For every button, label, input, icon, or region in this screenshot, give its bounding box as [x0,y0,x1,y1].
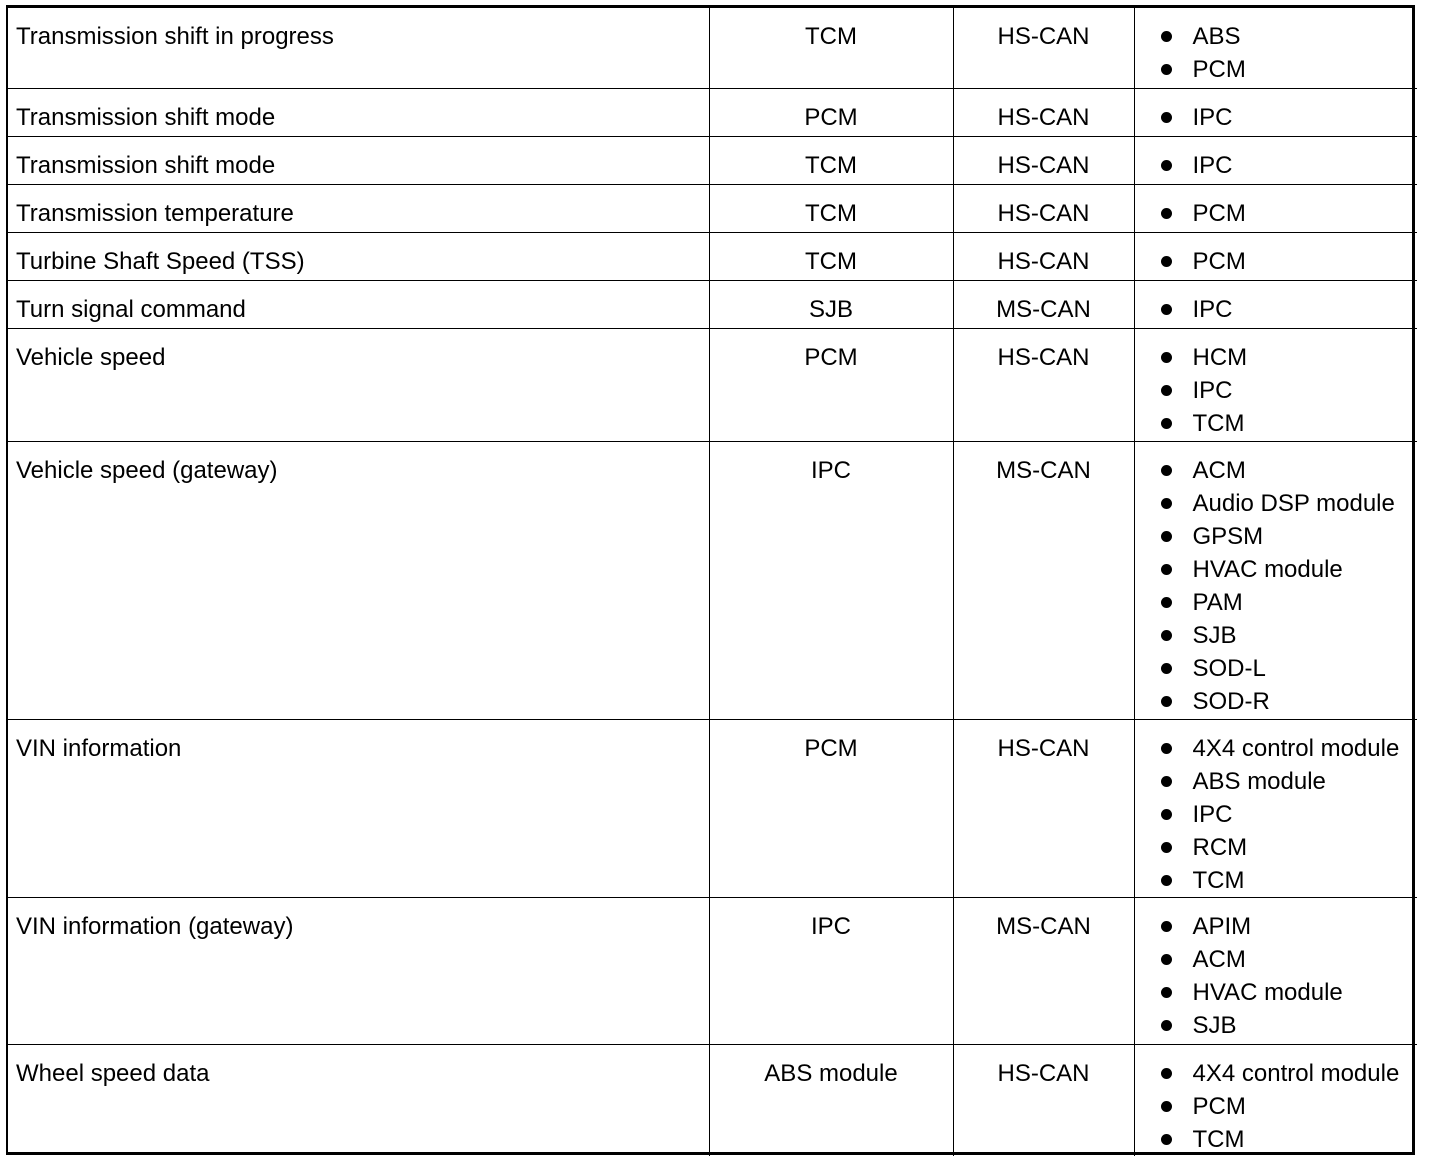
message-cell: VIN information [8,719,709,897]
receiver-label: 4X4 control module [1192,734,1400,762]
receiver-list-item [1161,1057,1418,1090]
receiver-list [1161,732,1418,897]
bullet-icon [1161,987,1172,998]
table-row [8,232,1417,280]
message-cell: Turbine Shaft Speed (TSS) [8,232,709,280]
message-table [8,8,1417,1156]
receiver-label: HCM [1192,343,1248,371]
message-cell: Transmission temperature [8,184,709,232]
receiver-list-item [1161,831,1418,864]
bullet-icon [1161,208,1172,219]
receiver-label: TCM [1192,866,1245,894]
receiver-list-item [1161,520,1418,553]
message-cell: Turn signal command [8,280,709,328]
receiver-list [1161,149,1418,182]
receiver-label: Audio DSP module [1192,489,1395,517]
receiver-list [1161,1057,1418,1156]
receiver-list-item [1161,619,1418,652]
bullet-icon [1161,954,1172,965]
receiver-label: ABS module [1192,767,1326,795]
receiver-label: PAM [1192,588,1243,616]
table-row [8,184,1417,232]
message-cell: Wheel speed data [8,1044,709,1156]
bullet-icon [1161,304,1172,315]
bullet-icon [1161,256,1172,267]
receiver-label: IPC [1192,295,1233,323]
receiver-list-item [1161,864,1418,897]
receiver-list-item [1161,586,1418,619]
receiver-list-item [1161,20,1418,53]
receivers-cell [1134,136,1417,184]
receiver-label: SJB [1192,1011,1237,1039]
receiver-list [1161,101,1418,134]
bullet-icon [1161,630,1172,641]
receiver-label: HVAC module [1192,555,1343,583]
table-row [8,88,1417,136]
receiver-list-item [1161,685,1418,718]
bullet-icon [1161,1020,1172,1031]
receivers-cell [1134,328,1417,441]
receiver-list-item [1161,454,1418,487]
receivers-cell [1134,719,1417,897]
source-module-cell: IPC [709,897,953,1044]
receiver-list-item [1161,732,1418,765]
bullet-icon [1161,112,1172,123]
network-cell: HS-CAN [953,88,1134,136]
message-cell: Vehicle speed (gateway) [8,441,709,719]
source-module-cell: PCM [709,719,953,897]
network-cell: HS-CAN [953,1044,1134,1156]
network-cell: HS-CAN [953,184,1134,232]
receiver-label: ABS [1192,23,1241,50]
table-row [8,897,1417,1044]
source-module-cell: PCM [709,328,953,441]
receiver-list-item [1161,553,1418,586]
network-cell: MS-CAN [953,280,1134,328]
bullet-icon [1161,1134,1172,1145]
receiver-list-item [1161,245,1418,278]
bullet-icon [1161,564,1172,575]
bullet-icon [1161,465,1172,476]
receiver-label: ACM [1192,456,1246,484]
receivers-cell [1134,88,1417,136]
bullet-icon [1161,809,1172,820]
receiver-list-item [1161,101,1418,134]
receiver-list-item [1161,1090,1418,1123]
bullet-icon [1161,875,1172,886]
receiver-list-item [1161,1123,1418,1156]
receiver-list [1161,341,1418,440]
receiver-label: HVAC module [1192,978,1343,1006]
receiver-label: APIM [1192,912,1252,940]
receiver-list [1161,20,1418,86]
message-cell: Transmission shift mode [8,88,709,136]
receiver-label: IPC [1192,800,1233,828]
receiver-label: SOD-R [1192,687,1270,715]
message-cell: Transmission shift mode [8,136,709,184]
bullet-icon [1161,1068,1172,1079]
receiver-label: PCM [1192,247,1246,275]
receiver-list-item [1161,407,1418,440]
receivers-cell [1134,1044,1417,1156]
receiver-list-item [1161,910,1418,943]
receiver-label: ACM [1192,945,1246,973]
receiver-list-item [1161,798,1418,831]
table-body [8,8,1417,1156]
message-cell: Transmission shift in progress [8,8,709,88]
receiver-list-item [1161,1009,1418,1042]
receiver-list-item [1161,293,1418,326]
bullet-icon [1161,31,1172,42]
receivers-cell [1134,232,1417,280]
bullet-icon [1161,352,1172,363]
receivers-cell [1134,280,1417,328]
receiver-label: IPC [1192,376,1233,404]
bullet-icon [1161,498,1172,509]
receiver-list [1161,910,1418,1042]
receiver-list-item [1161,943,1418,976]
receiver-label: SJB [1192,621,1237,649]
receiver-label: RCM [1192,833,1248,861]
network-cell: HS-CAN [953,136,1134,184]
receiver-label: PCM [1192,199,1246,227]
bullet-icon [1161,160,1172,171]
receiver-list [1161,197,1418,230]
receiver-list-item [1161,53,1418,86]
bullet-icon [1161,776,1172,787]
receivers-cell [1134,441,1417,719]
receiver-list [1161,293,1418,326]
source-module-cell: TCM [709,8,953,88]
receiver-list-item [1161,765,1418,798]
receiver-list-item [1161,374,1418,407]
bullet-icon [1161,743,1172,754]
receiver-label: TCM [1192,1125,1245,1153]
receiver-list [1161,245,1418,278]
source-module-cell: TCM [709,136,953,184]
bullet-icon [1161,663,1172,674]
receiver-label: GPSM [1192,522,1264,550]
network-cell: HS-CAN [953,8,1134,88]
source-module-cell: IPC [709,441,953,719]
network-cell: MS-CAN [953,897,1134,1044]
receiver-list-item [1161,652,1418,685]
table-row [8,136,1417,184]
receiver-list-item [1161,197,1418,230]
network-message-table [6,5,1415,1155]
bullet-icon [1161,842,1172,853]
receiver-list-item [1161,149,1418,182]
source-module-cell: TCM [709,184,953,232]
source-module-cell: TCM [709,232,953,280]
receiver-label: IPC [1192,151,1233,179]
receiver-label: 4X4 control module [1192,1059,1400,1087]
network-cell: HS-CAN [953,719,1134,897]
source-module-cell: PCM [709,88,953,136]
receiver-label: PCM [1192,1092,1246,1120]
network-cell: MS-CAN [953,441,1134,719]
message-cell: Vehicle speed [8,328,709,441]
table-row [8,328,1417,441]
receivers-cell [1134,184,1417,232]
table-row [8,441,1417,719]
bullet-icon [1161,64,1172,75]
source-module-cell: SJB [709,280,953,328]
receivers-cell [1134,897,1417,1044]
network-cell: HS-CAN [953,232,1134,280]
bullet-icon [1161,696,1172,707]
bullet-icon [1161,597,1172,608]
receiver-list-item [1161,487,1418,520]
receiver-list-item [1161,341,1418,374]
table-row [8,719,1417,897]
receiver-list [1161,454,1418,718]
bullet-icon [1161,385,1172,396]
receiver-label: SOD-L [1192,654,1266,682]
source-module-cell: ABS module [709,1044,953,1156]
table-row [8,8,1417,88]
receiver-label: PCM [1192,56,1246,83]
table-row [8,280,1417,328]
bullet-icon [1161,531,1172,542]
receiver-list-item [1161,976,1418,1009]
bullet-icon [1161,1101,1172,1112]
receivers-cell [1134,8,1417,88]
bullet-icon [1161,418,1172,429]
network-cell: HS-CAN [953,328,1134,441]
message-cell: VIN information (gateway) [8,897,709,1044]
table-row [8,1044,1417,1156]
receiver-label: TCM [1192,409,1245,437]
bullet-icon [1161,921,1172,932]
receiver-label: IPC [1192,103,1233,131]
